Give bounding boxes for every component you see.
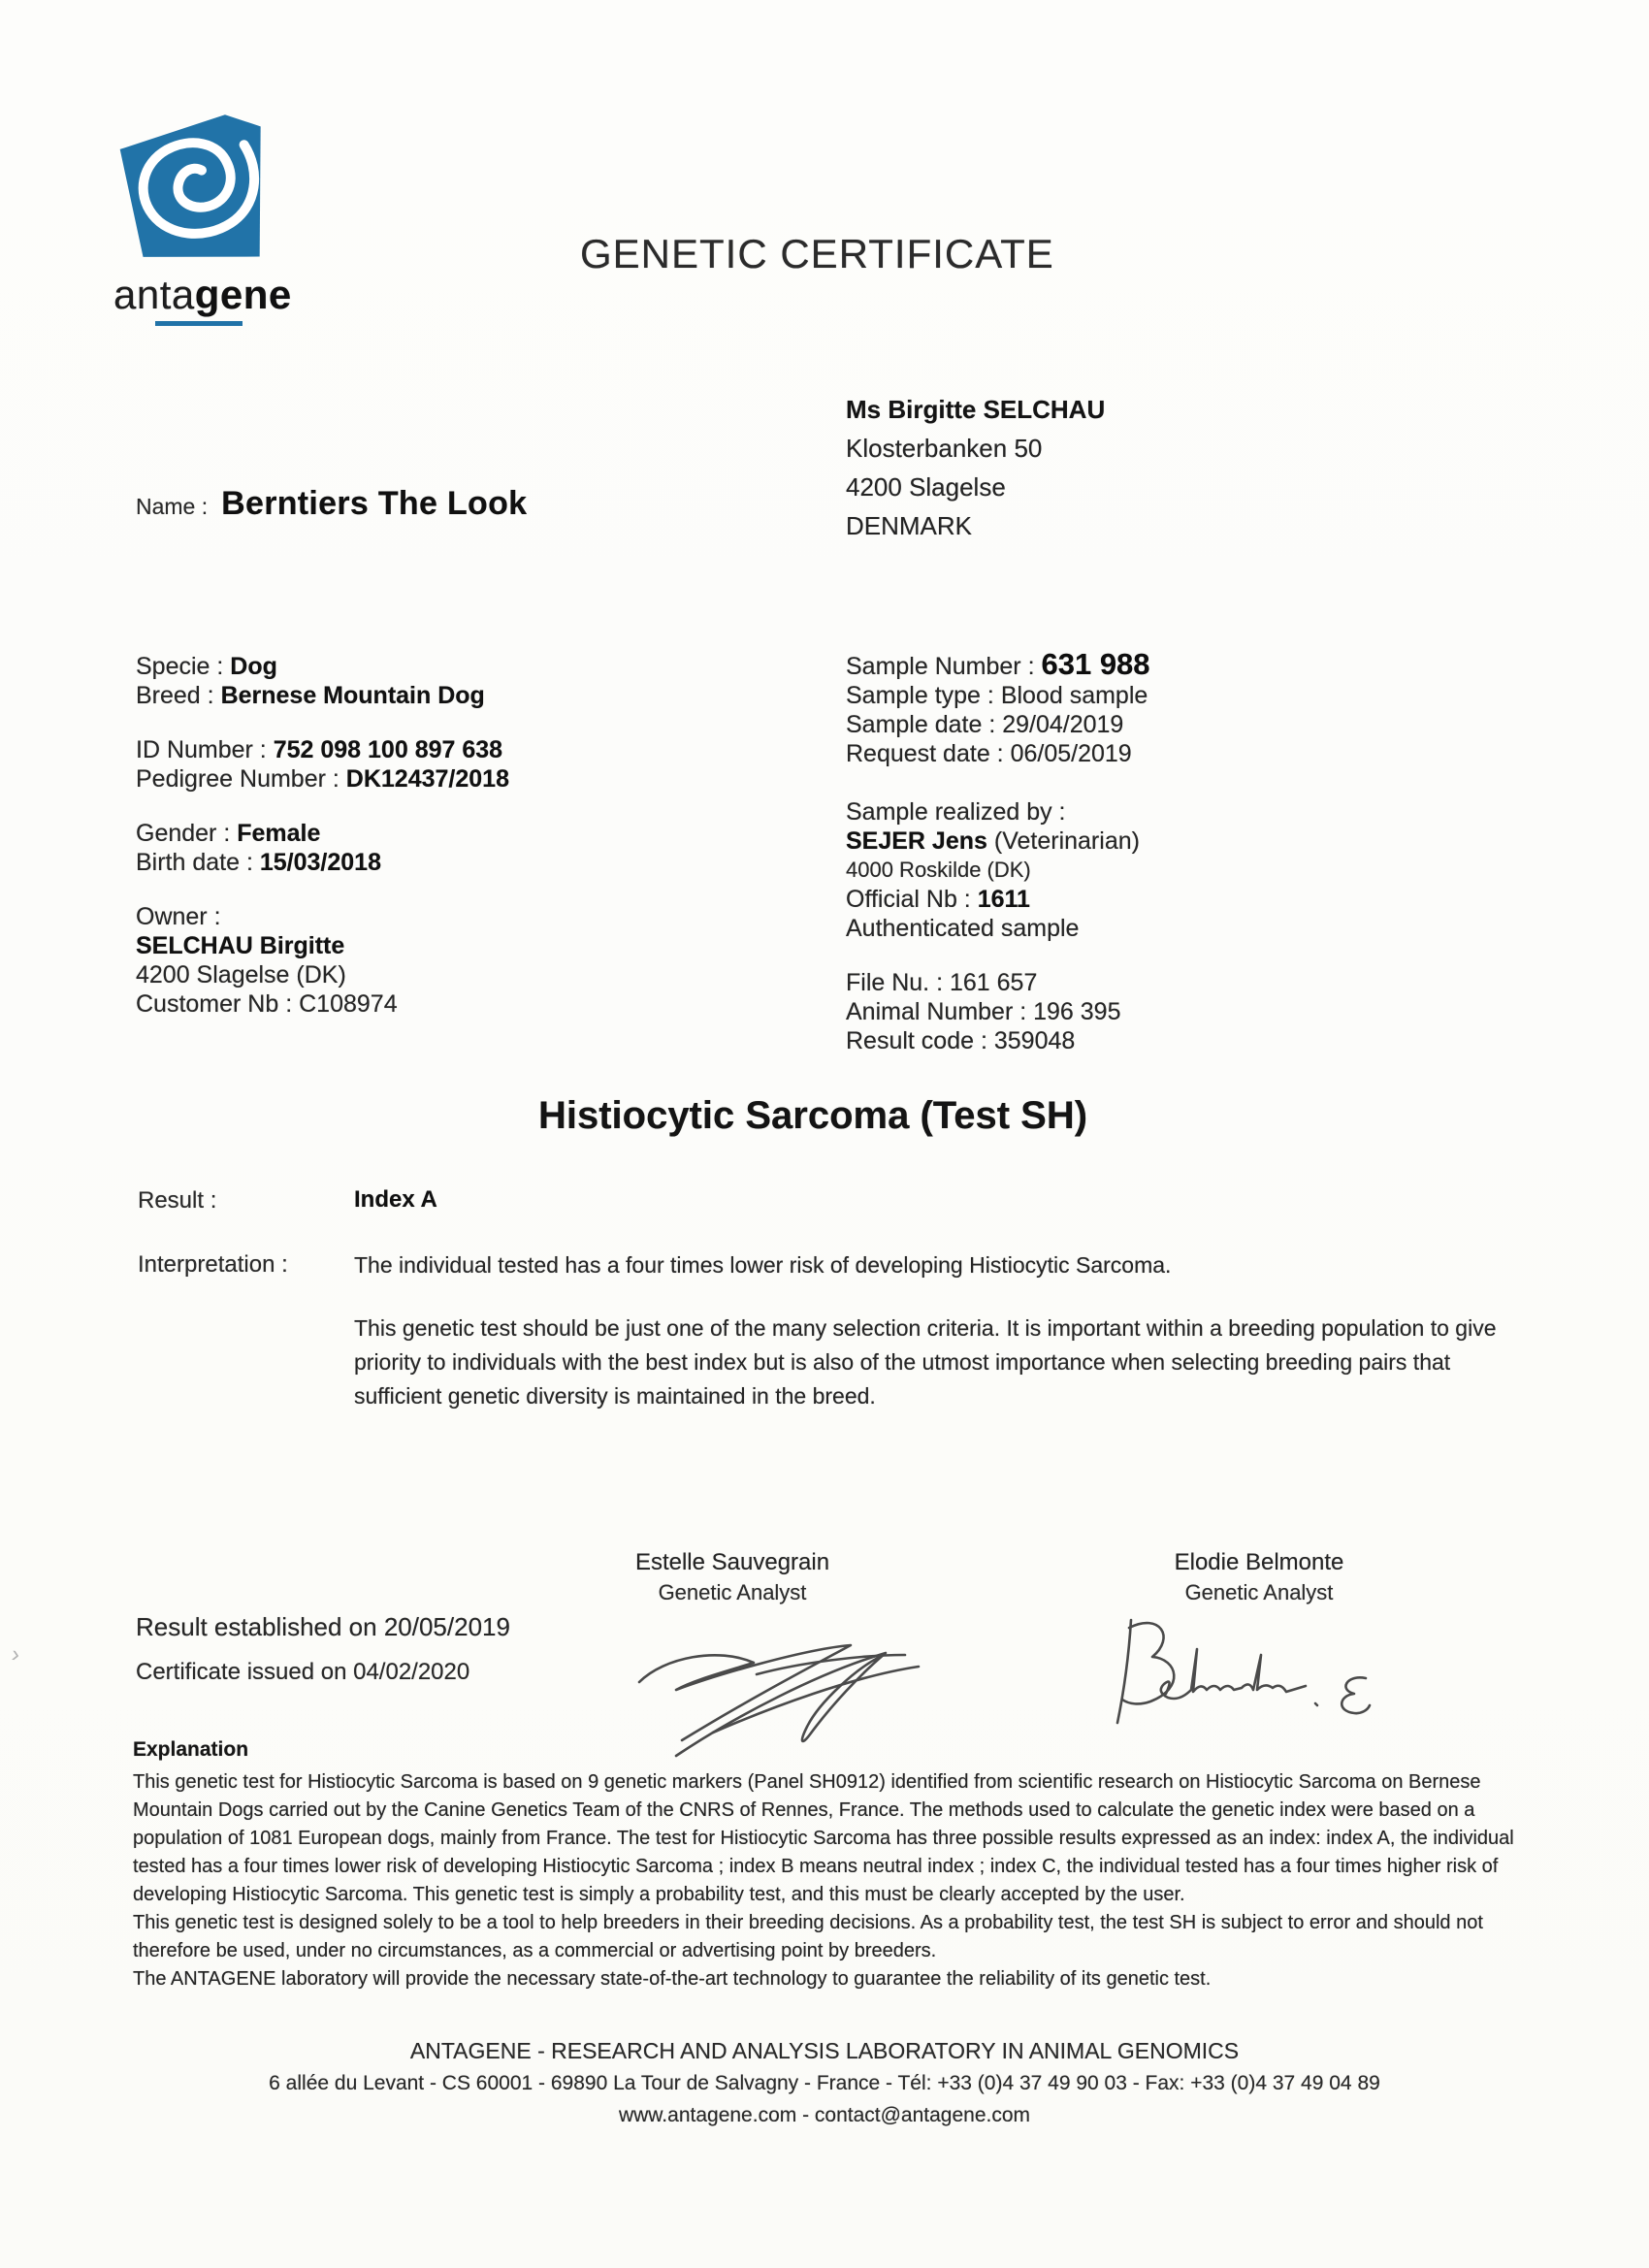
customer-label: Customer Nb : xyxy=(136,990,293,1018)
gender-line xyxy=(136,819,509,848)
gender-value: Female xyxy=(237,820,321,847)
sample-type-label: Sample type : xyxy=(846,682,994,709)
official-nb-line xyxy=(846,885,1150,914)
spacer xyxy=(846,943,1150,968)
analyst-name: Estelle Sauvegrain xyxy=(634,1549,830,1575)
official-nb-value: 1611 xyxy=(977,886,1030,913)
spacer xyxy=(136,794,509,819)
customer-value: C108974 xyxy=(299,990,398,1018)
recipient-street: Klosterbanken 50 xyxy=(846,434,1043,463)
animal-number-line xyxy=(846,997,1150,1026)
footer-lab-name: ANTAGENE - RESEARCH AND ANALYSIS LABORATORY IN ANIMAL GENOMICS xyxy=(409,2038,1240,2063)
id-number-line xyxy=(136,735,509,764)
sample-number-line xyxy=(846,647,1150,681)
sample-number-value: 631 988 xyxy=(1041,647,1150,681)
analyst-name: Elodie Belmonte xyxy=(1174,1549,1344,1575)
signature-elodie-belmonte xyxy=(1096,1606,1416,1752)
brand-wordmark xyxy=(113,272,292,318)
spacer xyxy=(846,768,1150,797)
id-number-label: ID Number : xyxy=(136,736,267,763)
result-code-value: 359048 xyxy=(993,1027,1076,1054)
customer-line xyxy=(136,989,509,1019)
owner-name-value: SELCHAU Birgitte xyxy=(136,932,345,959)
result-label: Result : xyxy=(138,1187,217,1214)
interpretation-paragraph-2: This genetic test should be just one of the many selection criteria. It is important within a breeding population to give priority to individuals with the best index but is also of the utmost importance when selecting breeding pairs that sufficient genetic diversity is maintained in the breed. xyxy=(354,1315,1497,1409)
animal-details-column xyxy=(136,652,509,1019)
birth-date-value: 15/03/2018 xyxy=(259,849,381,876)
sample-date-value: 29/04/2019 xyxy=(1002,711,1124,738)
result-code-label: Result code : xyxy=(846,1027,987,1054)
scan-artifact-mark: › xyxy=(10,1640,21,1669)
result-value: Index A xyxy=(354,1186,437,1213)
footer-address: 6 allée du Levant - CS 60001 - 69890 La Tour de Salvagny - France - Tél: +33 (0)4 37 49 90 03 - Fax: +33 (0)4 37 49 04 89 xyxy=(269,2072,1380,2094)
birth-date-line xyxy=(136,848,509,877)
animal-name-label: Name : xyxy=(136,494,209,519)
pedigree-line xyxy=(136,764,509,794)
footer-web-contact: www.antagene.com - contact@antagene.com xyxy=(618,2104,1031,2126)
interpretation-label: Interpretation : xyxy=(138,1251,288,1278)
sample-date-label: Sample date : xyxy=(846,711,996,738)
animal-number-value: 196 395 xyxy=(1033,998,1121,1025)
pedigree-label: Pedigree Number : xyxy=(136,765,340,793)
explanation-heading: Explanation xyxy=(133,1738,249,1761)
recipient-city: 4200 Slagelse xyxy=(846,472,1006,502)
spacer xyxy=(136,710,509,735)
veterinarian-line xyxy=(846,826,1150,856)
owner-name-line xyxy=(136,931,509,960)
sample-details-column xyxy=(846,647,1150,1055)
sample-type-line xyxy=(846,681,1150,710)
animal-name-value: Berntiers The Look xyxy=(221,485,528,522)
specie-line xyxy=(136,652,509,681)
file-number-line xyxy=(846,968,1150,997)
document-title: GENETIC CERTIFICATE xyxy=(580,231,1054,276)
interpretation-paragraph-1: The individual tested has a four times lower risk of developing Histiocytic Sarcoma. xyxy=(354,1252,1172,1278)
test-title: Histiocytic Sarcoma (Test SH) xyxy=(537,1094,1088,1137)
sample-type-value: Blood sample xyxy=(1000,682,1148,709)
antagene-logo-icon xyxy=(114,114,274,266)
spacer xyxy=(136,877,509,902)
id-number-value: 752 098 100 897 638 xyxy=(273,736,503,763)
realized-by-line: Sample realized by : xyxy=(846,798,1066,826)
veterinarian-name: SEJER Jens xyxy=(846,827,987,855)
brand-light: anta xyxy=(113,272,195,317)
result-established-line: Result established on 20/05/2019 xyxy=(136,1612,510,1641)
analyst-role: Genetic Analyst xyxy=(1184,1580,1334,1604)
result-code-line xyxy=(846,1026,1150,1055)
animal-name-row xyxy=(136,485,527,523)
specie-value: Dog xyxy=(230,653,277,680)
sample-date-line xyxy=(846,710,1150,739)
recipient-address-block xyxy=(846,390,1105,545)
explanation-section xyxy=(133,1738,1526,1993)
analyst-role: Genetic Analyst xyxy=(658,1580,807,1604)
animal-number-label: Animal Number : xyxy=(846,998,1027,1025)
veterinarian-title: (Veterinarian) xyxy=(993,827,1140,855)
specie-label: Specie : xyxy=(136,653,224,680)
breed-label: Breed : xyxy=(136,682,214,709)
file-number-value: 161 657 xyxy=(949,969,1038,996)
footer xyxy=(0,2035,1649,2131)
pedigree-value: DK12437/2018 xyxy=(345,765,509,793)
authenticated-line: Authenticated sample xyxy=(846,915,1080,942)
analyst-block-estelle xyxy=(567,1548,897,1608)
brand-bold: gene xyxy=(194,272,292,317)
veterinarian-city-line: 4000 Roskilde (DK) xyxy=(846,858,1031,882)
official-nb-label: Official Nb : xyxy=(846,886,971,913)
explanation-paragraph-2: This genetic test is designed solely to be a tool to help breeders in their breeding decisions. As a probability test, the test SH is subject to error and should not therefore be used, under no circumstances, as a commercial or advertising point by breeders. xyxy=(133,1912,1483,1961)
sample-number-label: Sample Number : xyxy=(846,653,1035,680)
gender-label: Gender : xyxy=(136,820,231,847)
request-date-label: Request date : xyxy=(846,740,1004,767)
request-date-line xyxy=(846,739,1150,768)
breed-line xyxy=(136,681,509,710)
owner-label-line: Owner : xyxy=(136,903,221,930)
explanation-paragraph-1: This genetic test for Histiocytic Sarcoma is based on 9 genetic markers (Panel SH0912) identified from scientific research on Histiocytic Sarcoma on Bernese Mountain Dogs carried out by the Canine Genetics Team of the CNRS of Rennes, France. The methods used to calculate the genetic index were based on a population of 1081 European dogs, mainly from France. The test for Histiocytic Sarcoma has three possible results expressed as an index: index A, the individual tested has a four times lower risk of developing Histiocytic Sarcoma ; index B means neutral index ; index C, the individual tested has a four times higher risk of developing Histiocytic Sarcoma. This genetic test is simply a probability test, and this must be clearly accepted by the user. xyxy=(133,1771,1514,1905)
owner-city-line: 4200 Slagelse (DK) xyxy=(136,961,346,988)
file-number-label: File Nu. : xyxy=(846,969,944,996)
analyst-block-elodie xyxy=(1094,1548,1424,1608)
certificate-issued-line: Certificate issued on 04/02/2020 xyxy=(136,1659,470,1685)
breed-value: Bernese Mountain Dog xyxy=(220,682,485,709)
explanation-paragraph-3: The ANTAGENE laboratory will provide the necessary state-of-the-art technology to guarantee the reliability of its genetic test. xyxy=(133,1968,1212,1990)
request-date-value: 06/05/2019 xyxy=(1010,740,1132,767)
brand-underline xyxy=(155,321,242,326)
recipient-country: DENMARK xyxy=(846,511,973,540)
birth-date-label: Birth date : xyxy=(136,849,253,876)
recipient-name: Ms Birgitte SELCHAU xyxy=(846,395,1106,424)
